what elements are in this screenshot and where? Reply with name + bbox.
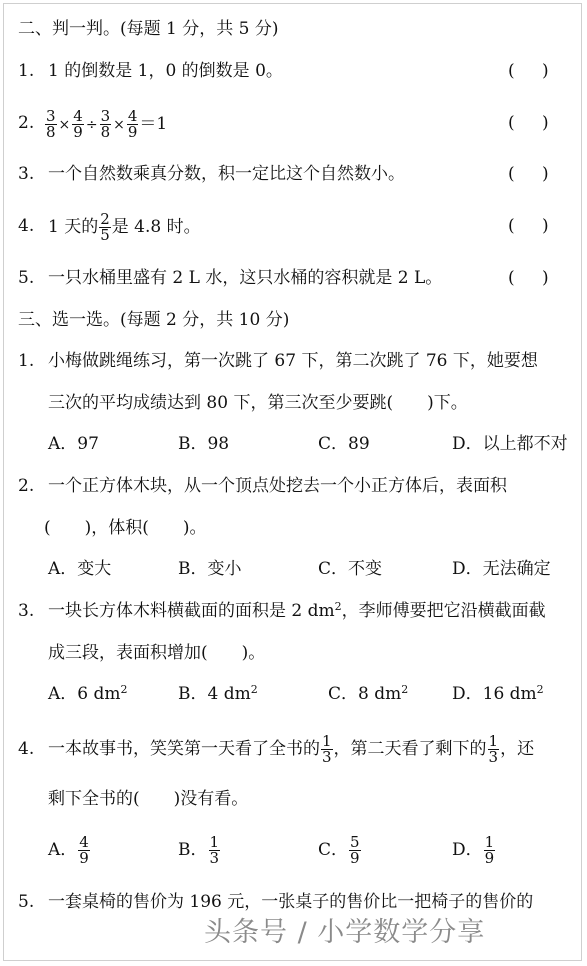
fraction: $\frac{1}{3}$ — [322, 732, 332, 766]
option-a[interactable]: A．变大 — [48, 559, 112, 579]
fraction: $\frac{3}{8}$ — [46, 107, 56, 141]
fraction: $\frac{1}{9}$ — [484, 833, 495, 867]
option-c[interactable]: C．89 — [318, 434, 370, 454]
section-heading: 三、选一选。(每题 2 分，共 10 分) — [18, 310, 290, 330]
option-d[interactable]: D． $\frac{1}{9}$ — [452, 833, 495, 867]
option-b[interactable]: B．4 $dm^2$ — [178, 683, 258, 704]
question-number: 4. — [18, 216, 35, 236]
option-d[interactable]: D．16 $dm^2$ — [452, 683, 544, 704]
watermark: 头条号 / 小学数学分享 — [204, 917, 486, 948]
option-c[interactable]: C．不变 — [318, 559, 383, 579]
question-number: 4. — [18, 739, 35, 759]
answer-blank[interactable]: ( ) — [508, 113, 549, 133]
option-b[interactable]: B．98 — [178, 434, 230, 454]
question-text: 三次的平均成绩达到 80 下，第三次至少要跳( )下。 — [48, 393, 468, 413]
question-number: 3. — [18, 601, 35, 621]
question-text: 成三段，表面积增加( )。 — [48, 643, 266, 663]
option-c[interactable]: C． $\frac{5}{9}$ — [318, 833, 360, 867]
question-number: 3. — [18, 164, 35, 184]
option-c[interactable]: C．8 $dm^2$ — [328, 683, 409, 704]
option-a[interactable]: A．6 $dm^2$ — [48, 683, 128, 704]
question-number: 1. — [18, 351, 35, 371]
question-text: 一个正方体木块，从一个顶点处挖去一个小正方体后，表面积 — [48, 476, 507, 496]
fraction: $\frac{4}{9}$ — [79, 833, 89, 867]
question-number: 5. — [18, 892, 35, 912]
answer-blank[interactable]: ( ) — [508, 61, 549, 81]
question-number: 1. — [18, 61, 35, 81]
question-number: 2. — [18, 476, 35, 496]
fraction: $\frac{4}{9}$ — [73, 107, 83, 141]
question-expression: $\frac{3}{8}$ × $\frac{4}{9}$ ÷ $\frac{3}{8}$ × $\frac{4}{9}$ ＝1 — [46, 107, 168, 141]
question-text: 小梅做跳绳练习，第一次跳了 67 下，第二次跳了 76 下，她要想 — [48, 351, 538, 371]
option-b[interactable]: B．变小 — [178, 559, 242, 579]
option-d[interactable]: D．无法确定 — [452, 559, 551, 579]
question-text: 一本故事书，笑笑第一天看了全书的 $\frac{1}{3}$ ，第二天看了剩下的 $\frac{1}{3}$ ，还 — [48, 732, 535, 766]
option-a[interactable]: A． $\frac{4}{9}$ — [48, 833, 89, 867]
section-heading: 二、判一判。(每题 1 分，共 5 分) — [18, 19, 279, 39]
question-number: 2. — [18, 113, 35, 133]
fraction: $\frac{4}{9}$ — [127, 107, 138, 141]
fraction: $\frac{3}{8}$ — [100, 107, 111, 141]
question-text: ( )，体积( )。 — [44, 518, 207, 538]
option-b[interactable]: B． $\frac{1}{3}$ — [178, 833, 220, 867]
question-text: 一块长方体木料横截面的面积是 2 $dm^2$，李师傅要把它沿横截面截 — [48, 600, 546, 621]
answer-blank[interactable]: ( ) — [508, 268, 549, 288]
fraction: $\frac{5}{9}$ — [350, 833, 360, 867]
question-number: 5. — [18, 268, 35, 288]
answer-blank[interactable]: ( ) — [508, 164, 549, 184]
question-text: 剩下全书的( )没有看。 — [48, 789, 249, 809]
fraction: $\frac{2}{5}$ — [100, 210, 110, 244]
question-text: 一套桌椅的售价为 196 元，一张桌子的售价比一把椅子的售价的 — [48, 892, 534, 912]
question-text: 一个自然数乘真分数，积一定比这个自然数小。 — [48, 164, 405, 184]
option-d[interactable]: D．以上都不对 — [452, 434, 568, 454]
option-a[interactable]: A．97 — [48, 434, 99, 454]
question-text: 1 的倒数是 1，0 的倒数是 0。 — [48, 61, 283, 81]
answer-blank[interactable]: ( ) — [508, 216, 549, 236]
question-text: 一只水桶里盛有 2 L 水，这只水桶的容积就是 2 L。 — [48, 268, 443, 288]
fraction: $\frac{1}{3}$ — [488, 732, 499, 766]
fraction: $\frac{1}{3}$ — [209, 833, 220, 867]
question-text: 1 天的 $\frac{2}{5}$ 是 4.8 时。 — [48, 210, 201, 244]
